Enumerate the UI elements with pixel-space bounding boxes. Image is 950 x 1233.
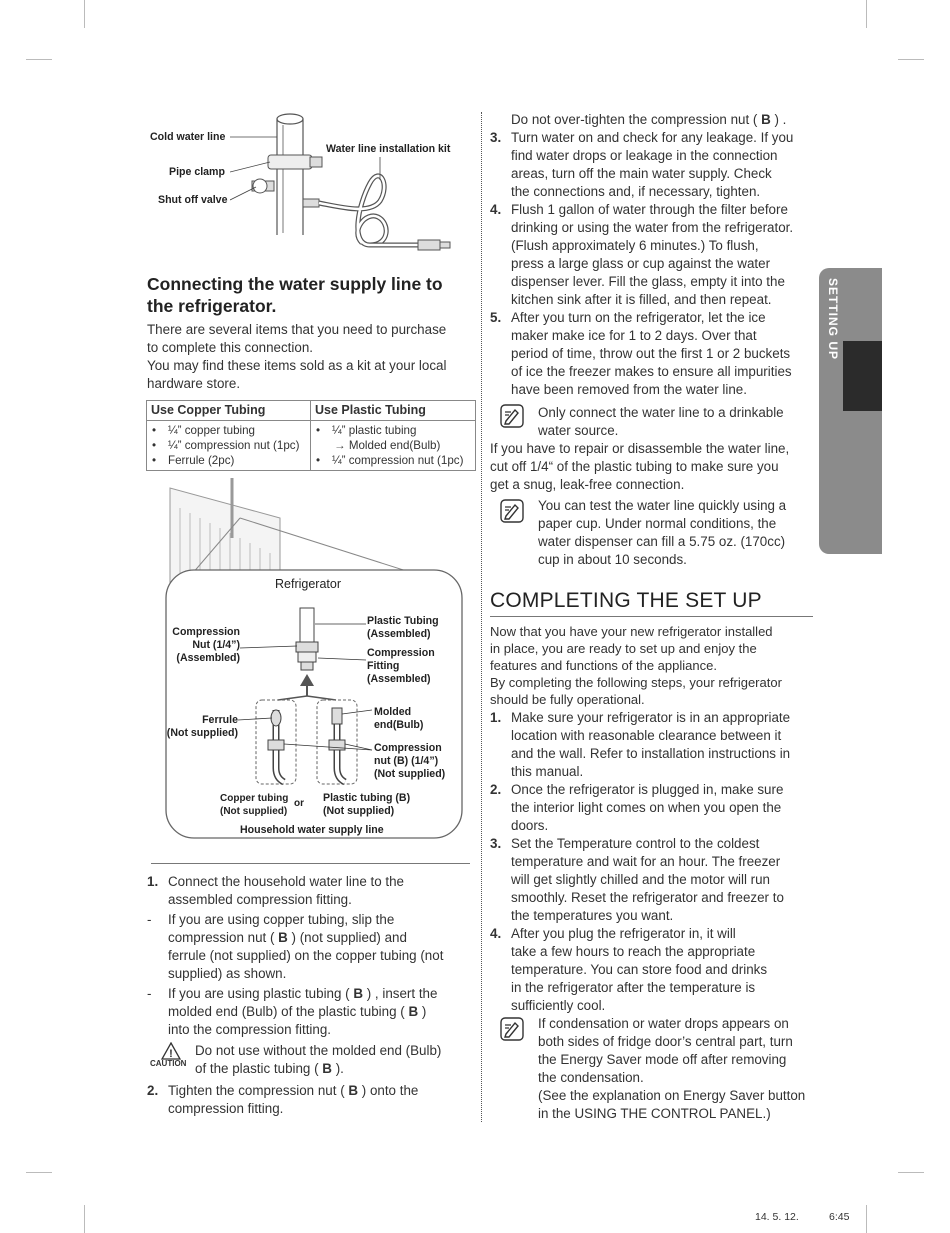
text-line: water source. — [538, 423, 619, 438]
step-item — [490, 309, 820, 399]
step-number: 5. — [490, 310, 502, 325]
note-icon — [500, 1017, 524, 1041]
text-line: (See the explanation on Energy Saver button — [538, 1088, 806, 1103]
step-number: 2. — [490, 782, 502, 797]
pipe-illustration — [230, 105, 470, 265]
text-line: cup in about 10 seconds. — [538, 552, 687, 567]
text-line: compression fitting. — [168, 1101, 284, 1116]
label-line: Ferrule — [202, 714, 238, 726]
text-line: ferrule (not supplied) on the copper tubing (not — [168, 948, 444, 963]
text-run: ) . — [770, 112, 787, 127]
text-line: (Flush approximately 6 minutes.) To flush, — [511, 238, 759, 253]
text-line: period of time, throw out the first 1 or 2 buckets — [511, 346, 791, 361]
step-item — [490, 925, 820, 1015]
label-line: Compression — [374, 742, 442, 754]
label-ferrule — [166, 714, 238, 740]
text-line: Connect the household water line to the — [168, 874, 404, 889]
text-line: kitchen sink after it is filled, and then repeat. — [511, 292, 772, 307]
label-line: end(Bulb) — [374, 719, 424, 731]
text-run: B — [322, 1061, 332, 1076]
completing-intro — [490, 623, 820, 708]
text-line: both sides of fridge door’s central part, turn — [538, 1034, 793, 1049]
text-run: B — [278, 930, 288, 945]
step-number: 3. — [490, 836, 502, 851]
steps-left — [147, 873, 477, 1118]
label-compression-nut-b — [374, 742, 445, 781]
crop-mark — [898, 1172, 924, 1173]
text-line: If you are using copper tubing, slip the — [168, 912, 395, 927]
label-shut-off-valve: Shut off valve — [158, 194, 228, 206]
label-line: Plastic tubing (B) — [323, 792, 411, 804]
text-run: molded end (Bulb) of the plastic tubing ( — [168, 1004, 409, 1019]
text-line: find water drops or leakage in the connection — [511, 148, 778, 163]
side-tab-label: SETTING UP — [826, 278, 840, 361]
crop-mark — [26, 1172, 52, 1173]
text-line: the Energy Saver mode off after removing — [538, 1052, 787, 1067]
label-or: or — [294, 798, 304, 809]
text-line: Only connect the water line to a drinkable — [538, 405, 784, 420]
step-item — [147, 873, 477, 909]
table-header-plastic: Use Plastic Tubing — [311, 401, 476, 421]
step-item — [490, 201, 820, 309]
text-line: location with reasonable clearance between it — [511, 728, 782, 743]
table-cell-plastic — [311, 421, 476, 471]
text-line: By completing the following steps, your refrigerator — [490, 675, 782, 690]
label-plastic-tubing-b — [323, 792, 410, 818]
section-title-line: Connecting the water supply line to — [147, 274, 443, 294]
label-compression-nut — [168, 626, 240, 665]
text-line: the condensation. — [538, 1070, 644, 1085]
text-line — [195, 1060, 477, 1078]
text-run: ) — [418, 1004, 427, 1019]
text-line: dispenser lever. Fill the glass, empty it into the — [511, 274, 785, 289]
list-item-sub: → Molded end(Bulb) — [334, 439, 441, 452]
text-line: have been removed from the water line. — [511, 382, 747, 397]
text-line — [168, 985, 477, 1003]
divider-rule — [151, 863, 470, 864]
text-line: the interior light comes on when you open the — [511, 800, 782, 815]
text-line: If you have to repair or disassemble the water line, — [490, 441, 790, 456]
text-line — [168, 1082, 477, 1100]
text-run: ) onto the — [358, 1083, 419, 1098]
label-pipe-clamp: Pipe clamp — [169, 166, 225, 178]
caution-note — [147, 1042, 477, 1078]
step-number: 3. — [490, 130, 502, 145]
sub-step-plastic: - If you are using plastic tubing ( B ) , insert the molded end (Bulb) of the plastic tubing ( B ) into the compression fitting. — [147, 985, 477, 1039]
text-line: features and functions of the appliance. — [490, 658, 717, 673]
text-run: If you are using plastic tubing ( — [168, 986, 354, 1001]
svg-text:!: ! — [169, 1048, 173, 1060]
text-run: B — [348, 1083, 359, 1098]
text-line: take a few hours to reach the appropriate — [511, 944, 756, 959]
text-line: and the wall. Refer to installation instructions in — [511, 746, 791, 761]
label-line: Fitting — [367, 660, 400, 672]
text-line: temperature. You can store food and drinks — [511, 962, 768, 977]
step-number: 2. — [147, 1083, 159, 1098]
label-line: Plastic Tubing — [367, 615, 439, 627]
text-line: cut off 1/4“ of the plastic tubing to make sure you — [490, 459, 779, 474]
sub-step-copper: - If you are using copper tubing, slip the compression nut ( B ) (not supplied) and ferrule (not supplied) on the copper tubing (not supplied) as shown. — [147, 911, 477, 983]
steps-right — [490, 111, 820, 569]
text-line: There are several items that you need to purchase — [147, 322, 447, 337]
text-line: should be fully operational. — [490, 692, 645, 707]
step-number: 4. — [490, 202, 502, 217]
text-line: paper cup. Under normal conditions, the — [538, 516, 777, 531]
label-line: Compression — [172, 626, 240, 638]
note-icon — [500, 404, 524, 428]
text-line: will get slightly chilled and the motor will run — [511, 872, 770, 887]
caution-label: CAUTION — [150, 1059, 187, 1068]
label-copper-tubing — [220, 792, 288, 818]
section-title — [147, 273, 477, 317]
label-line: Nut (1/4”) — [192, 639, 240, 651]
note-icon — [500, 499, 524, 523]
crop-mark — [866, 1205, 867, 1233]
label-plastic-tubing-assembled — [367, 615, 439, 641]
text-line: drinking or using the water from the refrigerator. — [511, 220, 794, 235]
text-line: the connections and, if necessary, tighten. — [511, 184, 761, 199]
table-header-copper: Use Copper Tubing — [147, 401, 311, 421]
caution-icon — [161, 1042, 181, 1060]
text-line — [168, 929, 477, 947]
completing-title: COMPLETING THE SET UP — [490, 589, 762, 612]
repair-paragraph — [490, 440, 820, 494]
label-installation-kit: Water line installation kit — [326, 143, 451, 155]
label-refrigerator: Refrigerator — [275, 577, 341, 591]
text-run: ). — [331, 1061, 344, 1076]
list-item: • ¼” copper tubing — [151, 423, 306, 438]
label-line: (Assembled) — [367, 673, 431, 685]
table-cell-copper — [147, 421, 311, 471]
text-line: hardware store. — [147, 376, 241, 391]
tubing-table — [146, 400, 476, 471]
text-run: Tighten the compression nut ( — [168, 1083, 349, 1098]
text-line: in the refrigerator after the temperature is — [511, 980, 756, 995]
text-line: into the compression fitting. — [168, 1022, 332, 1037]
text-line: of ice the freezer makes to ensure all impurities — [511, 364, 792, 379]
step-number: 4. — [490, 926, 502, 941]
text-line: Do not use without the molded end (Bulb) — [195, 1043, 442, 1058]
text-line: the temperatures you want. — [511, 908, 674, 923]
text-run: ) , insert the — [363, 986, 438, 1001]
text-line: Now that you have your new refrigerator installed — [490, 624, 773, 639]
list-item: • ¼” compression nut (1pc) — [151, 438, 306, 453]
text-line: in the USING THE CONTROL PANEL.) — [538, 1106, 771, 1121]
crop-mark — [26, 59, 52, 60]
label-cold-water-line: Cold water line — [150, 131, 226, 143]
footer-time: 6:45 — [829, 1211, 850, 1223]
text-line: After you plug the refrigerator in, it will — [511, 926, 736, 941]
step-item — [490, 709, 820, 781]
label-line: (Not supplied) — [220, 806, 288, 817]
list-item: • Ferrule (2pc) — [151, 453, 306, 468]
completing-title-rule — [490, 616, 813, 617]
text-line: Once the refrigerator is plugged in, make sure — [511, 782, 784, 797]
text-line: in place, you are ready to set up and enjoy the — [490, 641, 757, 656]
text-line — [168, 1003, 477, 1021]
text-run: compression nut ( — [168, 930, 279, 945]
crop-mark — [84, 1205, 85, 1233]
label-line: Compression — [367, 647, 435, 659]
text-line: temperature and wait for an hour. The freezer — [511, 854, 781, 869]
text-line: water dispenser can fill a 5.75 oz. (170cc) — [538, 534, 786, 549]
intro-paragraph — [147, 321, 477, 393]
label-compression-fitting — [367, 647, 435, 686]
completing-steps — [490, 709, 820, 1123]
label-line: (Not supplied) — [166, 727, 238, 739]
label-line: nut (B) (1/4”) — [374, 755, 439, 767]
text-line: smoothly. Reset the refrigerator and freezer to — [511, 890, 784, 905]
crop-mark — [898, 59, 924, 60]
text-line: press a large glass or cup against the water — [511, 256, 771, 271]
step-item — [490, 835, 820, 925]
text-line: You can test the water line quickly using a — [538, 498, 787, 513]
text-line: maker make ice for 1 to 2 days. Over that — [511, 328, 757, 343]
step-item — [490, 781, 820, 835]
label-line: (Assembled) — [367, 628, 431, 640]
label-household-line: Household water supply line — [240, 824, 384, 836]
text-run: ) (not supplied) and — [287, 930, 407, 945]
list-item-text: • ¼” plastic tubing — [332, 424, 417, 437]
text-line — [490, 111, 820, 129]
list-item — [315, 423, 471, 453]
step-number: 1. — [490, 710, 502, 725]
text-line: areas, turn off the main water supply. Check — [511, 166, 772, 181]
label-line: Copper tubing — [220, 793, 289, 804]
text-line: Make sure your refrigerator is in an appropriate — [511, 710, 791, 725]
note-drinkable — [490, 404, 820, 440]
text-run: B — [761, 112, 771, 127]
text-line: Set the Temperature control to the coldest — [511, 836, 760, 851]
label-line: Molded — [374, 706, 412, 718]
side-tab-marker — [843, 341, 882, 411]
text-line: sufficiently cool. — [511, 998, 606, 1013]
label-line: (Assembled) — [176, 652, 240, 664]
text-line: get a snug, leak-free connection. — [490, 477, 685, 492]
text-line: this manual. — [511, 764, 584, 779]
step-number: 1. — [147, 874, 159, 889]
text-run: B — [408, 1004, 419, 1019]
note-condensation — [490, 1015, 820, 1123]
step-item — [490, 129, 820, 201]
text-line: assembled compression fitting. — [168, 892, 352, 907]
note-paper-cup — [490, 497, 820, 569]
text-line: After you turn on the refrigerator, let the ice — [511, 310, 766, 325]
list-item: • ¼” compression nut (1pc) — [315, 453, 471, 468]
text-line: to complete this connection. — [147, 340, 313, 355]
label-line: (Not supplied) — [323, 805, 395, 817]
text-line: You may find these items sold as a kit at your local — [147, 358, 447, 373]
label-line: (Not supplied) — [374, 768, 446, 780]
text-line: supplied) as shown. — [168, 966, 287, 981]
text-run: of the plastic tubing ( — [195, 1061, 323, 1076]
text-line: If condensation or water drops appears on — [538, 1016, 789, 1031]
text-run: Do not over-tighten the compression nut ( — [511, 112, 762, 127]
label-molded-end — [374, 706, 423, 732]
section-title-line: the refrigerator. — [147, 296, 277, 316]
text-line: Turn water on and check for any leakage. If you — [511, 130, 794, 145]
text-line: doors. — [511, 818, 549, 833]
text-line: Flush 1 gallon of water through the filter before — [511, 202, 788, 217]
column-divider — [481, 112, 482, 1122]
crop-mark — [866, 0, 867, 28]
text-run: B — [353, 986, 364, 1001]
crop-mark — [84, 0, 85, 28]
step-item — [147, 1082, 477, 1118]
footer-date: 14. 5. 12. — [755, 1211, 799, 1223]
